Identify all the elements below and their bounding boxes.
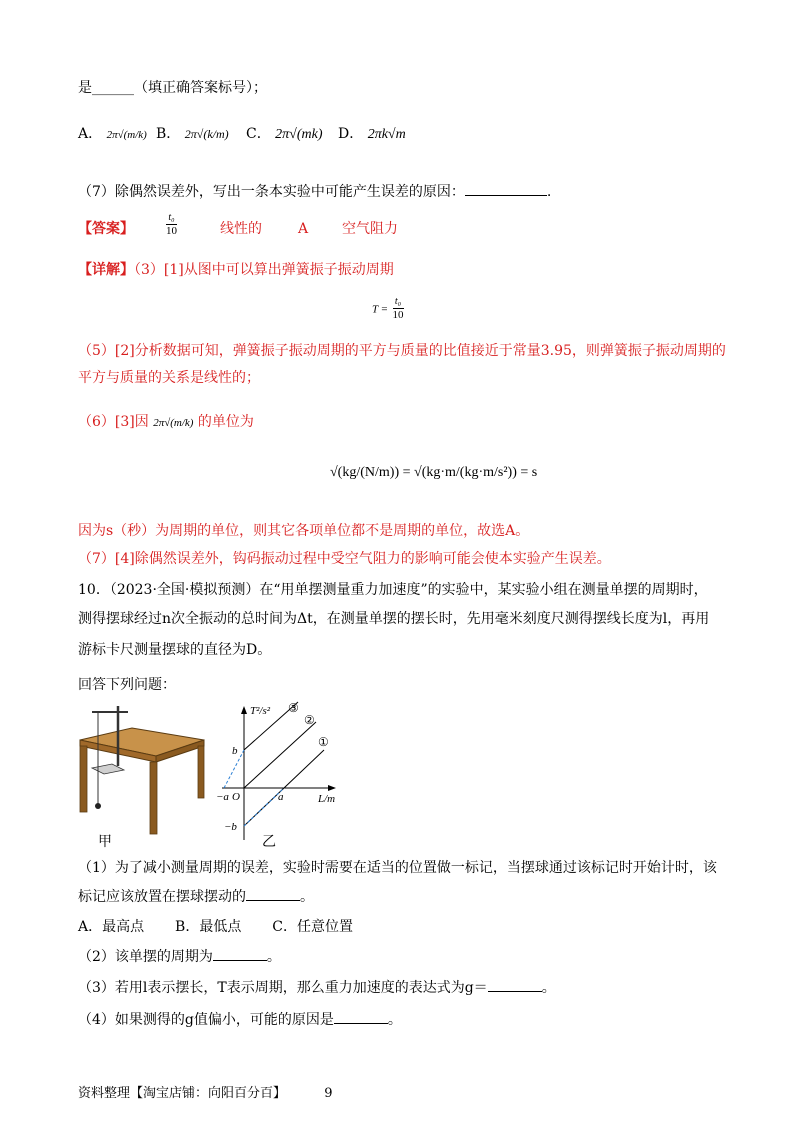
option-c [246,124,323,145]
answer-2: 线性的 [220,221,262,237]
detail-s5a: （5）[2]分析数据可知，弹簧振子振动周期的平方与质量的比值接近于常量3.95，则弹簧振子振动周期的 [78,343,726,359]
option-a-expr: 2π√(m/k) [106,129,147,141]
option-b-label: B． [156,126,181,142]
detail-s6a: （6）[3]因 [78,414,149,430]
table-leg-right [198,746,204,798]
opt-c-label: C． [272,919,297,935]
y-axis-arrow [241,706,247,714]
q10-line2: 测得摆球经过n次全振动的总时间为Δt，在测量单摆的摆长时，先用毫米刻度尺测得摆线长度为l，再用 [78,611,710,627]
sub1-end: 。 [300,889,314,905]
option-b [156,124,229,144]
pendulum-figure [72,700,212,840]
line-label-2: ② [304,713,315,727]
detail-s7: （7）[4]除偶然误差外，钩码振动过程中受空气阻力的影响可能会使本实验产生误差。 [78,551,611,567]
tick-b: b [232,745,238,757]
q7-text: （7）除偶然误差外，写出一条本实验中可能产生误差的原因： [78,184,465,200]
sub1-b-text: 标记应该放置在摆球摆动的 [78,889,246,905]
sub1-line-a: （1）为了减小测量周期的误差，实验时需要在适当的位置做一标记，当摆球通过该标记时开始计时，该 [78,860,717,876]
figure-label-yi: 乙 [262,834,276,850]
option-c-expr: 2π√(mk) [275,127,323,142]
sub3-line [78,977,556,998]
table-leg-front [150,762,157,834]
opt-c-text: 任意位置 [296,919,353,935]
answer-tag: 【答案】 [78,221,134,237]
sub4-line [78,1009,402,1030]
option-a [78,124,147,145]
detail-s6c: 因为s（秒）为周期的单位，则其它各项单位都不是周期的单位，故选A。 [78,523,530,539]
figure-label-jia: 甲 [98,834,112,850]
line1-text: 是______（填正确答案标号）； [78,80,267,96]
footer-text: 资料整理【淘宝店铺：向阳百分百】 [78,1086,287,1101]
option-d [338,124,406,145]
origin-label: O [232,791,240,803]
opt-b-label: B． [175,919,200,935]
detail-s5b: 平方与质量的关系是线性的； [78,370,260,386]
sub2-line [78,946,281,967]
x-axis-label: L/m [318,793,336,805]
option-d-label: D． [338,126,364,142]
footer [78,1084,333,1104]
q10-line1: 10．（2023·全国·模拟预测）在“用单摆测量重力加速度”的实验中，某实验小组在测量单摆的周期时， [78,582,708,598]
answer-3: A [298,221,309,237]
sub2-end: 。 [266,949,281,965]
sub4-end: 。 [387,1012,402,1028]
answer-frac-den: 10 [166,225,177,237]
formula-T: T = [372,303,389,316]
option-a-label: A． [78,126,103,142]
detail-s1: （3）[1]从图中可以算出弹簧振子振动周期 [134,262,394,278]
option-b-expr: 2π√(k/m) [184,127,229,141]
formula-frac-den: 10 [392,309,404,321]
opt-a-label: A． [78,919,103,935]
unit-equation [330,462,537,483]
tick-a: a [278,791,284,803]
pendulum-bob [95,803,101,809]
answer-fraction [166,212,177,237]
table-leg-left [80,746,87,812]
detail-s6-expr: 2π√(m/k) [153,417,194,429]
opt-a-text: 最高点 [102,919,145,935]
q10-line4: 回答下列问题： [78,677,176,693]
answer-frac-num: t₀ [166,212,177,225]
sub3-end: 。 [541,980,556,996]
sub1-line-b [78,886,314,907]
detail-s6b: 的单位为 [197,414,254,430]
opt-b-text: 最低点 [199,919,242,935]
page-number: 9 [324,1086,333,1101]
answer-4: 空气阻力 [342,221,398,237]
graph-figure [214,700,354,850]
sub2-text: （2）该单摆的周期为 [78,949,213,965]
question-7 [78,181,551,202]
tick-neg-b: −b [224,821,237,833]
q10-line3: 游标卡尺测量摆球的直径为D。 [78,642,272,658]
detail-line-1 [78,260,394,280]
option-d-expr: 2πk√m [367,127,406,142]
tick-neg-a: −a [216,791,229,803]
sub4-blank[interactable] [334,1009,388,1024]
y-axis-label: T²/s² [250,705,271,717]
line-2 [244,722,316,788]
unit-eq-text: √(kg/(N/m)) = √(kg·m/(kg·m/s²)) = s [330,465,538,480]
sub3-text: （3）若用l表示摆长，T表示周期，那么重力加速度的表达式为g＝ [78,980,488,996]
line-label-3: ③ [288,701,299,715]
x-axis-arrow [328,785,336,791]
option-c-label: C． [246,126,271,142]
sub3-blank[interactable] [488,977,542,992]
sub2-blank[interactable] [213,946,267,961]
question-continuation [78,78,267,98]
detail-tag: 【详解】 [78,262,134,278]
sub1-blank[interactable] [246,886,300,901]
period-formula [372,296,404,321]
line-label-1: ① [318,735,329,749]
detail-s6 [78,412,254,433]
formula-frac-num: t₀ [393,296,404,309]
sub4-text: （4）如果测得的g值偏小，可能的原因是 [78,1012,334,1028]
answer-blank[interactable] [465,181,547,196]
q7-end: . [546,184,552,200]
sub1-options [78,917,353,937]
